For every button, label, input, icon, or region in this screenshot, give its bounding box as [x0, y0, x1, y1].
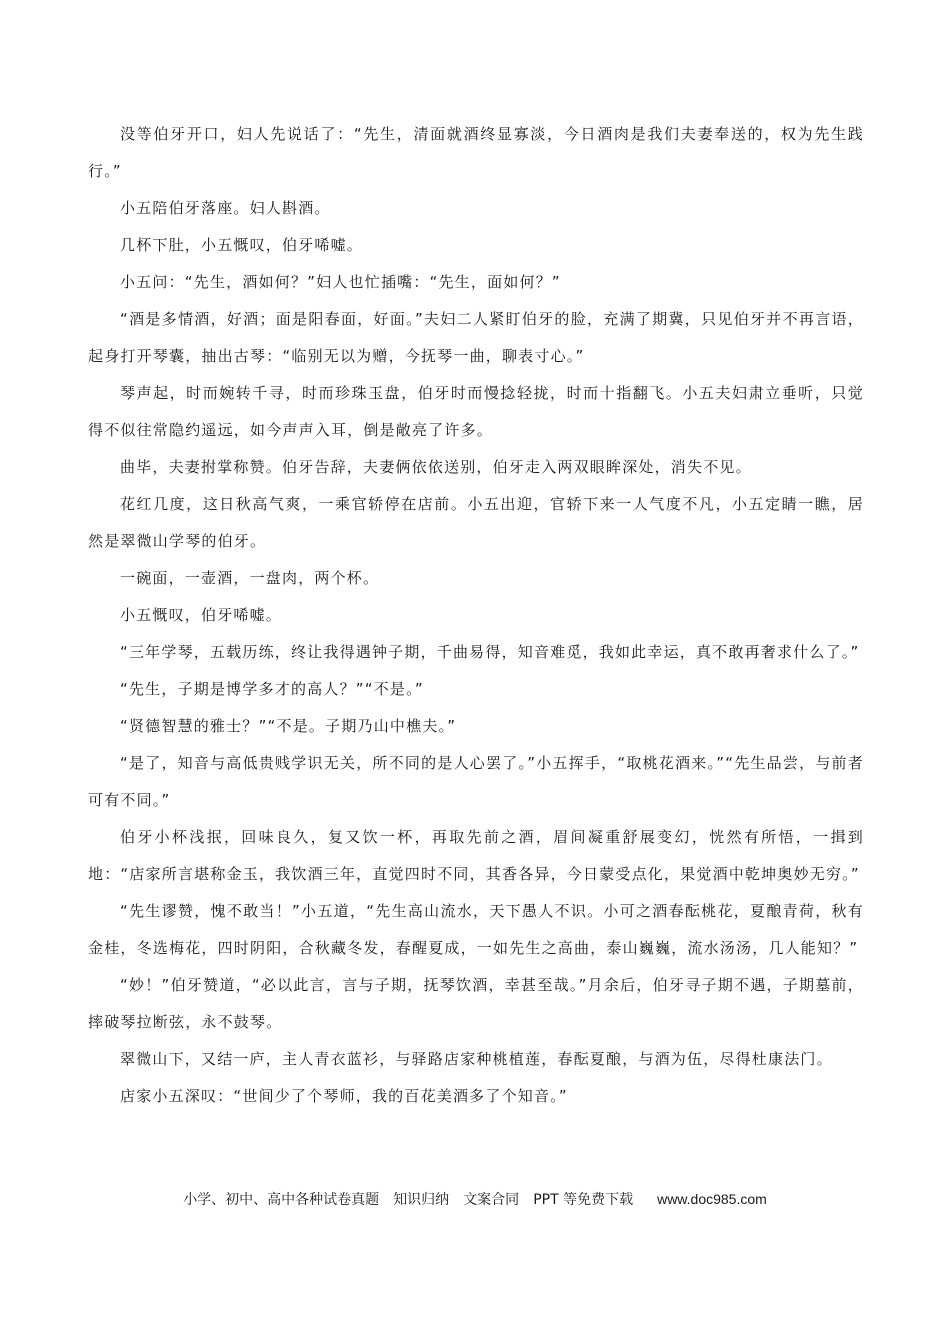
- paragraph-18: 翠微山下，又结一庐，主人青衣蓝衫，与驿路店家种桃植莲，春酝夏酿，与酒为伍，尽得杜康法门。: [120, 1050, 833, 1068]
- paragraph-10: 小五慨叹，伯牙唏嘘。: [120, 606, 283, 624]
- paragraph-19: 店家小五深叹：“世间少了个琴师，我的百花美酒多了个知音。”: [120, 1087, 568, 1105]
- paragraph-12: “先生，子期是博学多才的高人？”“不是。”: [120, 680, 424, 698]
- paragraph-11: “三年学琴，五载历练，终让我得遇钟子期，千曲易得，知音难觅，我如此幸运，真不敢再奢求什么了。”: [120, 643, 860, 661]
- paragraph-5: “酒是多情酒，好酒；面是阳春面，好面。”夫妇二人紧盯伯牙的脸，充满了期冀，只见伯牙并不再言语，起身打开琴囊，抽出古琴：“临别无以为赠，今抚琴一曲，聊表寸心。”: [88, 310, 864, 365]
- paragraph-16: “先生谬赞，愧不敢当！”小五道，“先生高山流水，天下愚人不识。小可之酒春酝桃花，夏酿青荷，秋有金桂，冬选梅花，四时阴阳，合秋藏冬发，春醒夏成，一如先生之高曲，泰山巍巍，流水汤汤，几人能知？”: [88, 902, 864, 957]
- page-footer: [0, 1188, 950, 1211]
- paragraph-6: 琴声起，时而婉转千寻，时而珍珠玉盘，伯牙时而慢捻轻拢，时而十指翻飞。小五夫妇肃立垂听，只觉得不似往常隐约遥远，如今声声入耳，倒是敞亮了许多。: [88, 384, 864, 439]
- paragraph-13: “贤德智慧的雅士？”“不是。子期乃山中樵夫。”: [120, 717, 457, 735]
- paragraph-1: 没等伯牙开口，妇人先说话了：“先生，清面就酒终显寡淡，今日酒肉是我们夫妻奉送的，权为先生践行。”: [88, 125, 864, 180]
- paragraph-15: 伯牙小杯浅抿，回味良久，复又饮一杯，再取先前之酒，眉间凝重舒展变幻，恍然有所悟，一揖到地：“店家所言堪称金玉，我饮酒三年，直觉四时不同，其香各异，今日蒙受点化，果觉酒中乾坤奥妙无穷。”: [88, 828, 864, 883]
- paragraph-14: “是了，知音与高低贵贱学识无关，所不同的是人心罢了。”小五挥手，“取桃花酒来。”“先生品尝，与前者可有不同。”: [88, 754, 864, 809]
- article-body: [88, 116, 864, 1115]
- paragraph-17: “妙！”伯牙赞道，“必以此言，言与子期，抚琴饮酒，幸甚至哉。”月余后，伯牙寻子期不遇，子期墓前，摔破琴拉断弦，永不鼓琴。: [88, 976, 864, 1031]
- paragraph-9: 一碗面，一壶酒，一盘肉，两个杯。: [120, 569, 380, 587]
- paragraph-8: 花红几度，这日秋高气爽，一乘官轿停在店前。小五出迎，官轿下来一人气度不凡，小五定睛一瞧，居然是翠微山学琴的伯牙。: [88, 495, 864, 550]
- footer-text-knowledge: 知识归纳: [393, 1192, 450, 1208]
- paragraph-7: 曲毕，夫妻拊掌称赞。伯牙告辞，夫妻俩依依送别，伯牙走入两双眼眸深处，消失不见。: [120, 458, 752, 476]
- footer-site-link[interactable]: www.doc985.com: [657, 1191, 767, 1207]
- footer-text-download: PPT 等免费下载: [533, 1192, 634, 1208]
- footer-text-contracts: 文案合同: [463, 1192, 520, 1208]
- paragraph-2: 小五陪伯牙落座。妇人斟酒。: [120, 199, 331, 217]
- paragraph-3: 几杯下肚，小五慨叹，伯牙唏嘘。: [120, 236, 364, 254]
- footer-text-exams: 小学、初中、高中各种试卷真题: [183, 1192, 380, 1208]
- paragraph-4: 小五问：“先生，酒如何？”妇人也忙插嘴：“先生，面如何？”: [120, 273, 561, 291]
